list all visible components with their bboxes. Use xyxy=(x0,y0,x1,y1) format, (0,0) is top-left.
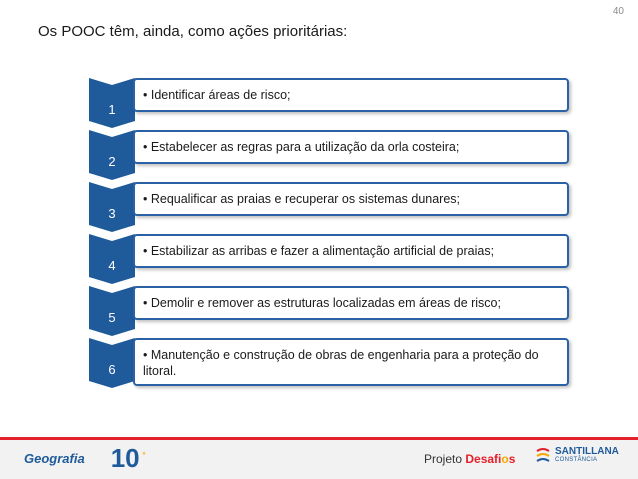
page-number: 40 xyxy=(612,6,624,17)
step-number: 5 xyxy=(108,310,116,325)
project-prefix: Projeto xyxy=(424,452,466,466)
step-text: • Demolir e remover as estruturas localizadas em áreas de risco; xyxy=(133,286,569,320)
step-item xyxy=(89,182,571,234)
project-name-o: o xyxy=(501,452,509,466)
step-text: • Estabilizar as arribas e fazer a alimentação artificial de praias; xyxy=(133,234,569,268)
step-item xyxy=(89,78,571,130)
step-number: 4 xyxy=(108,258,116,273)
step-text: • Manutenção e construção de obras de engenharia para a proteção do litoral. xyxy=(133,338,569,386)
step-text: • Identificar áreas de risco; xyxy=(133,78,569,112)
step-number: 1 xyxy=(108,102,116,117)
footer-brand xyxy=(24,443,146,473)
publisher-sub: CONSTÂNCIA xyxy=(555,457,598,463)
steps-list xyxy=(89,78,571,390)
step-item xyxy=(89,338,571,390)
step-number: 2 xyxy=(108,154,116,169)
grade-mark: ° xyxy=(142,451,146,460)
step-item xyxy=(89,234,571,286)
slide-title: Os POOC têm, ainda, como ações prioritárias: xyxy=(38,23,348,40)
project-name-a: Desafi xyxy=(465,452,502,466)
step-text: • Estabelecer as regras para a utilização da orla costeira; xyxy=(133,130,569,164)
step-number: 6 xyxy=(108,362,116,377)
santillana-logo-icon xyxy=(535,447,551,465)
project-name-b: s xyxy=(508,452,516,466)
publisher-name: SANTILLANA xyxy=(555,446,619,457)
footer xyxy=(0,437,638,479)
grade-number: 10 xyxy=(110,443,140,473)
step-number: 3 xyxy=(108,206,116,221)
grade-label xyxy=(110,443,146,473)
step-item xyxy=(89,286,571,338)
step-text: • Requalificar as praias e recuperar os sistemas dunares; xyxy=(133,182,569,216)
project-logo xyxy=(424,452,515,466)
publisher-logo xyxy=(535,447,619,465)
step-item xyxy=(89,130,571,182)
subject-label: Geografia xyxy=(24,450,85,466)
